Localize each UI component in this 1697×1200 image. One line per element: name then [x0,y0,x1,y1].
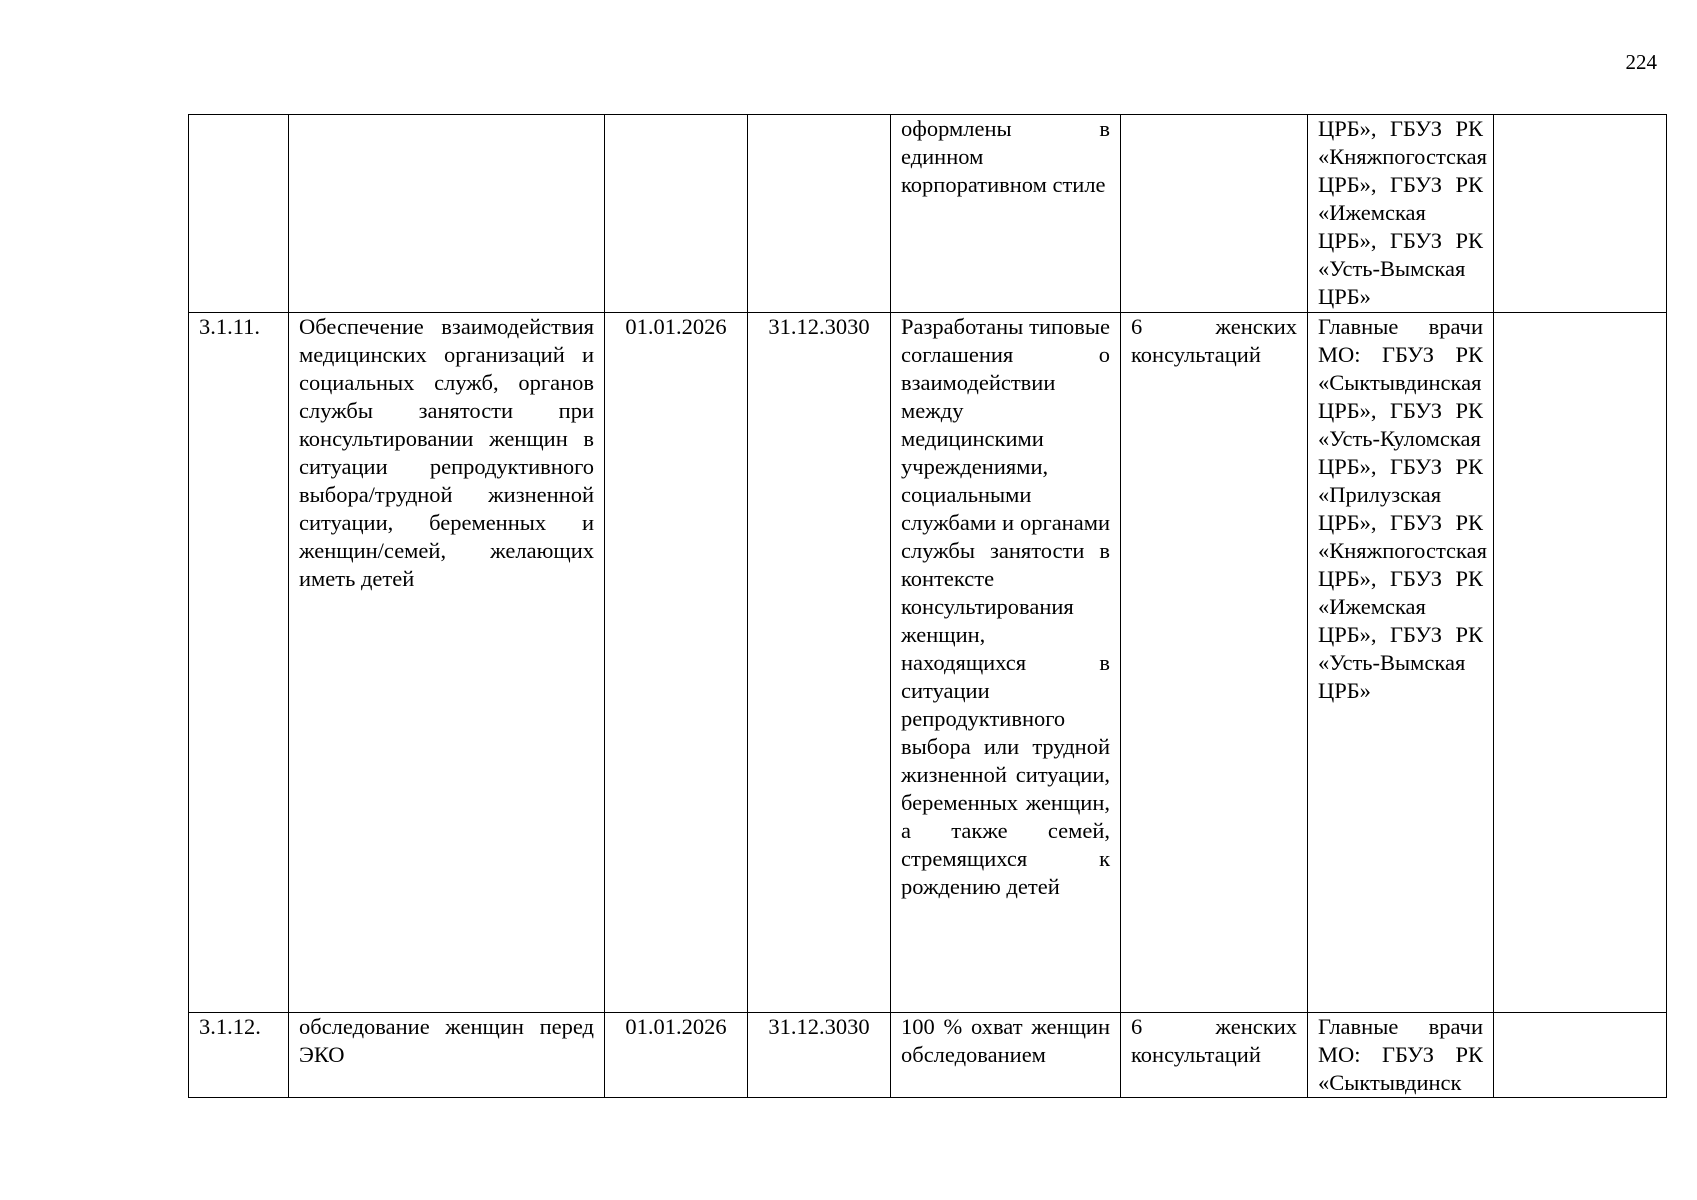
responsible-cell: Главные врачи МО: ГБУЗ РК «Сыктывдинская ЦРБ», ГБУЗ РК «Усть-Куломская ЦРБ», ГБУЗ РК «Прилузская ЦРБ», ГБУЗ РК «Княжпогостская ЦРБ», ГБУЗ РК «Ижемская ЦРБ», ГБУЗ РК «Усть-Вымская ЦРБ» [1308,313,1494,1013]
start-date-cell [605,115,748,313]
end-date-cell: 31.12.3030 [748,313,891,1013]
indicator-cell: 6 женских консультаций [1121,313,1308,1013]
result-cell: оформлены в единном корпоративном стиле [891,115,1121,313]
start-date-cell: 01.01.2026 [605,313,748,1013]
event-cell: Обеспечение взаимодействия медицинских организаций и социальных служб, органов службы занятости при консультировании женщин в ситуации репродуктивного выбора/трудной жизненной ситуации, беременных и женщин/семей, желающих иметь детей [289,313,605,1013]
row-number: 3.1.11. [189,313,289,1013]
start-date-cell: 01.01.2026 [605,1013,748,1098]
row-number [189,115,289,313]
responsible-cell: ЦРБ», ГБУЗ РК «Княжпогостская ЦРБ», ГБУЗ РК «Ижемская ЦРБ», ГБУЗ РК «Усть-Вымская ЦРБ» [1308,115,1494,313]
note-cell [1494,115,1667,313]
table-row [189,1013,1667,1098]
note-cell [1494,1013,1667,1098]
table-row [189,313,1667,1013]
plan-table [188,114,1667,1098]
end-date-cell: 31.12.3030 [748,1013,891,1098]
indicator-cell: 6 женских консультаций [1121,1013,1308,1098]
result-cell: 100 % охват женщин обследованием [891,1013,1121,1098]
event-cell: обследование женщин перед ЭКО [289,1013,605,1098]
table-row [189,115,1667,313]
row-number: 3.1.12. [189,1013,289,1098]
event-cell [289,115,605,313]
result-cell: Разработаны типовые соглашения о взаимодействии между медицинскими учреждениями, социальными службами и органами службы занятости в контексте консультирования женщин, находящихся в ситуации репродуктивного выбора или трудной жизненной ситуации, беременных женщин, а также семей, стремящихся к рождению детей [891,313,1121,1013]
indicator-cell [1121,115,1308,313]
end-date-cell [748,115,891,313]
note-cell [1494,313,1667,1013]
page-number: 224 [1625,50,1657,74]
responsible-cell: Главные врачи МО: ГБУЗ РК «Сыктывдинск [1308,1013,1494,1098]
